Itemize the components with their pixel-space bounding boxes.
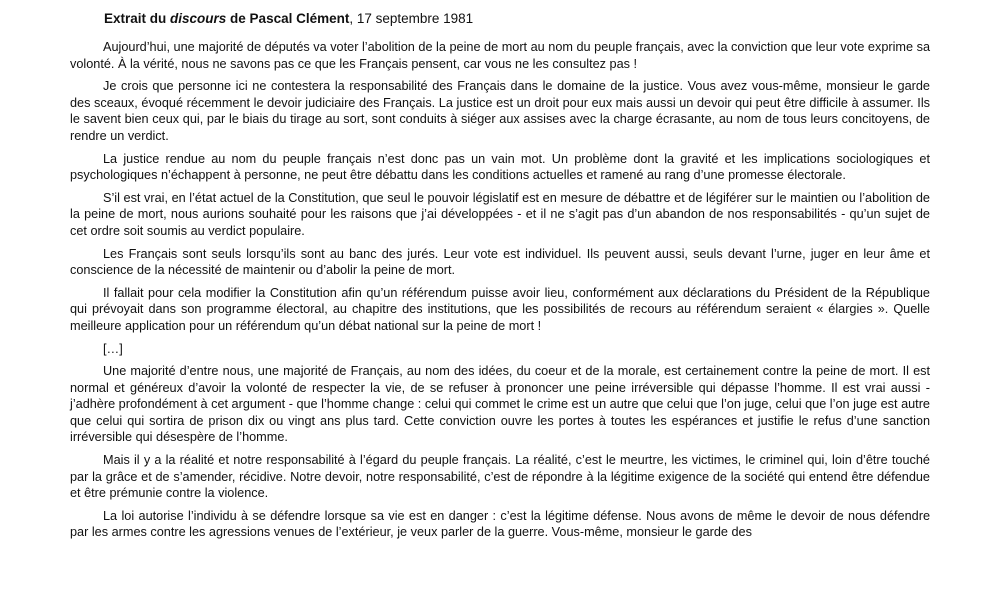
document-title [104,10,930,27]
paragraph-2: Je crois que personne ici ne contestera la responsabilité des Français dans le domaine de la justice. Vous avez vous-même, monsieur le garde des sceaux, évoqué récemment le devoir judiciaire des Français. La justice est un droit pour eux mais aussi un devoir qui peut être difficile à assumer. Ils le savent bien ceux qui, par le biais du tirage au sort, sont conduits à siéger aux assises avec la charge écrasante, au nom de tous leurs concitoyens, de rendre un verdict. [70,79,930,143]
title-italic-word: discours [170,11,227,26]
paragraph-7: Une majorité d’entre nous, une majorité de Français, au nom des idées, du coeur et de la morale, est certainement contre la peine de mort. Il est normal et généreux d’avoir la volonté de respecter la vie, de se refuser à prononcer une peine irréversible qui dépasse l’homme. Il est vrai aussi - j’adhère profondément à cet argument - que l’homme change : celui qui commet le crime est un autre que celui que l’on juge, celui que l’on juge est autre que celui qui sortira de prison dix ou vingt ans plus tard. Cette conviction ouvre les portes à toutes les espérances et justifie le refus d’une sanction irréversible qui désespère de l’homme. [70,364,930,445]
paragraph-5: Les Français sont seuls lorsqu’ils sont au banc des jurés. Leur vote est individuel. Ils peuvent aussi, seuls devant l’urne, juger en leur âme et conscience de la nécessité de maintenir ou d’abolir la peine de mort. [70,246,930,278]
title-author: de Pascal Clément [226,11,350,26]
title-prefix: Extrait du [104,11,171,26]
paragraph-8: Mais il y a la réalité et notre responsabilité à l’égard du peuple français. La réalité, c’est le meurtre, les victimes, le criminel qui, loin d’être touché par la grâce et de s’amender, récidive. Notre devoir, notre responsabilité, c’est de répondre à la légitime exigence de la société qui entend être défendue et être prémunie contre la violence. [70,453,930,501]
document-page [70,10,930,547]
paragraph-4: S’il est vrai, en l’état actuel de la Constitution, que seul le pouvoir législatif est en mesure de débattre et de légiférer sur le maintien ou l’abolition de la peine de mort, nous aurions souhaité pour les raisons que j’ai développées - et il ne s’agit pas d’un abandon de nos responsabilités - qu’un sujet de cet ordre soit soumis au verdict populaire. [70,190,930,238]
paragraph-6: Il fallait pour cela modifier la Constitution afin qu’un référendum puisse avoir lieu, conformément aux déclarations du Président de la République qui prévoyait dans son programme électoral, au chapitre des institutions, que les possibilités de recours au référendum seraient « élargies ». Quelle meilleure application pour un référendum qu’un débat national sur la peine de mort ! [70,285,930,333]
paragraph-1: Aujourd’hui, une majorité de députés va voter l’abolition de la peine de mort au nom du peuple français, avec la conviction que leur vote exprime sa volonté. À la vérité, nous ne savons pas ce que les Français pensent, car vous ne les consultez pas ! [70,40,930,71]
paragraph-3: La justice rendue au nom du peuple français n’est donc pas un vain mot. Un problème dont la gravité et les implications sociologiques et psychologiques n’échappent à personne, ne peut être débattu dans les conditions actuelles et ramené au rang d’une promesse électorale. [70,151,930,183]
title-date: , 17 septembre 1981 [349,11,474,26]
omission-separator: […] [103,341,123,356]
paragraph-9: La loi autorise l’individu à se défendre lorsque sa vie est en danger : c’est la légitime défense. Nous avons de même le devoir de nous défendre par les armes contre les agressions venues de l’extérieur, je veux parler de la guerre. Vous-même, monsieur le garde des [70,508,930,540]
